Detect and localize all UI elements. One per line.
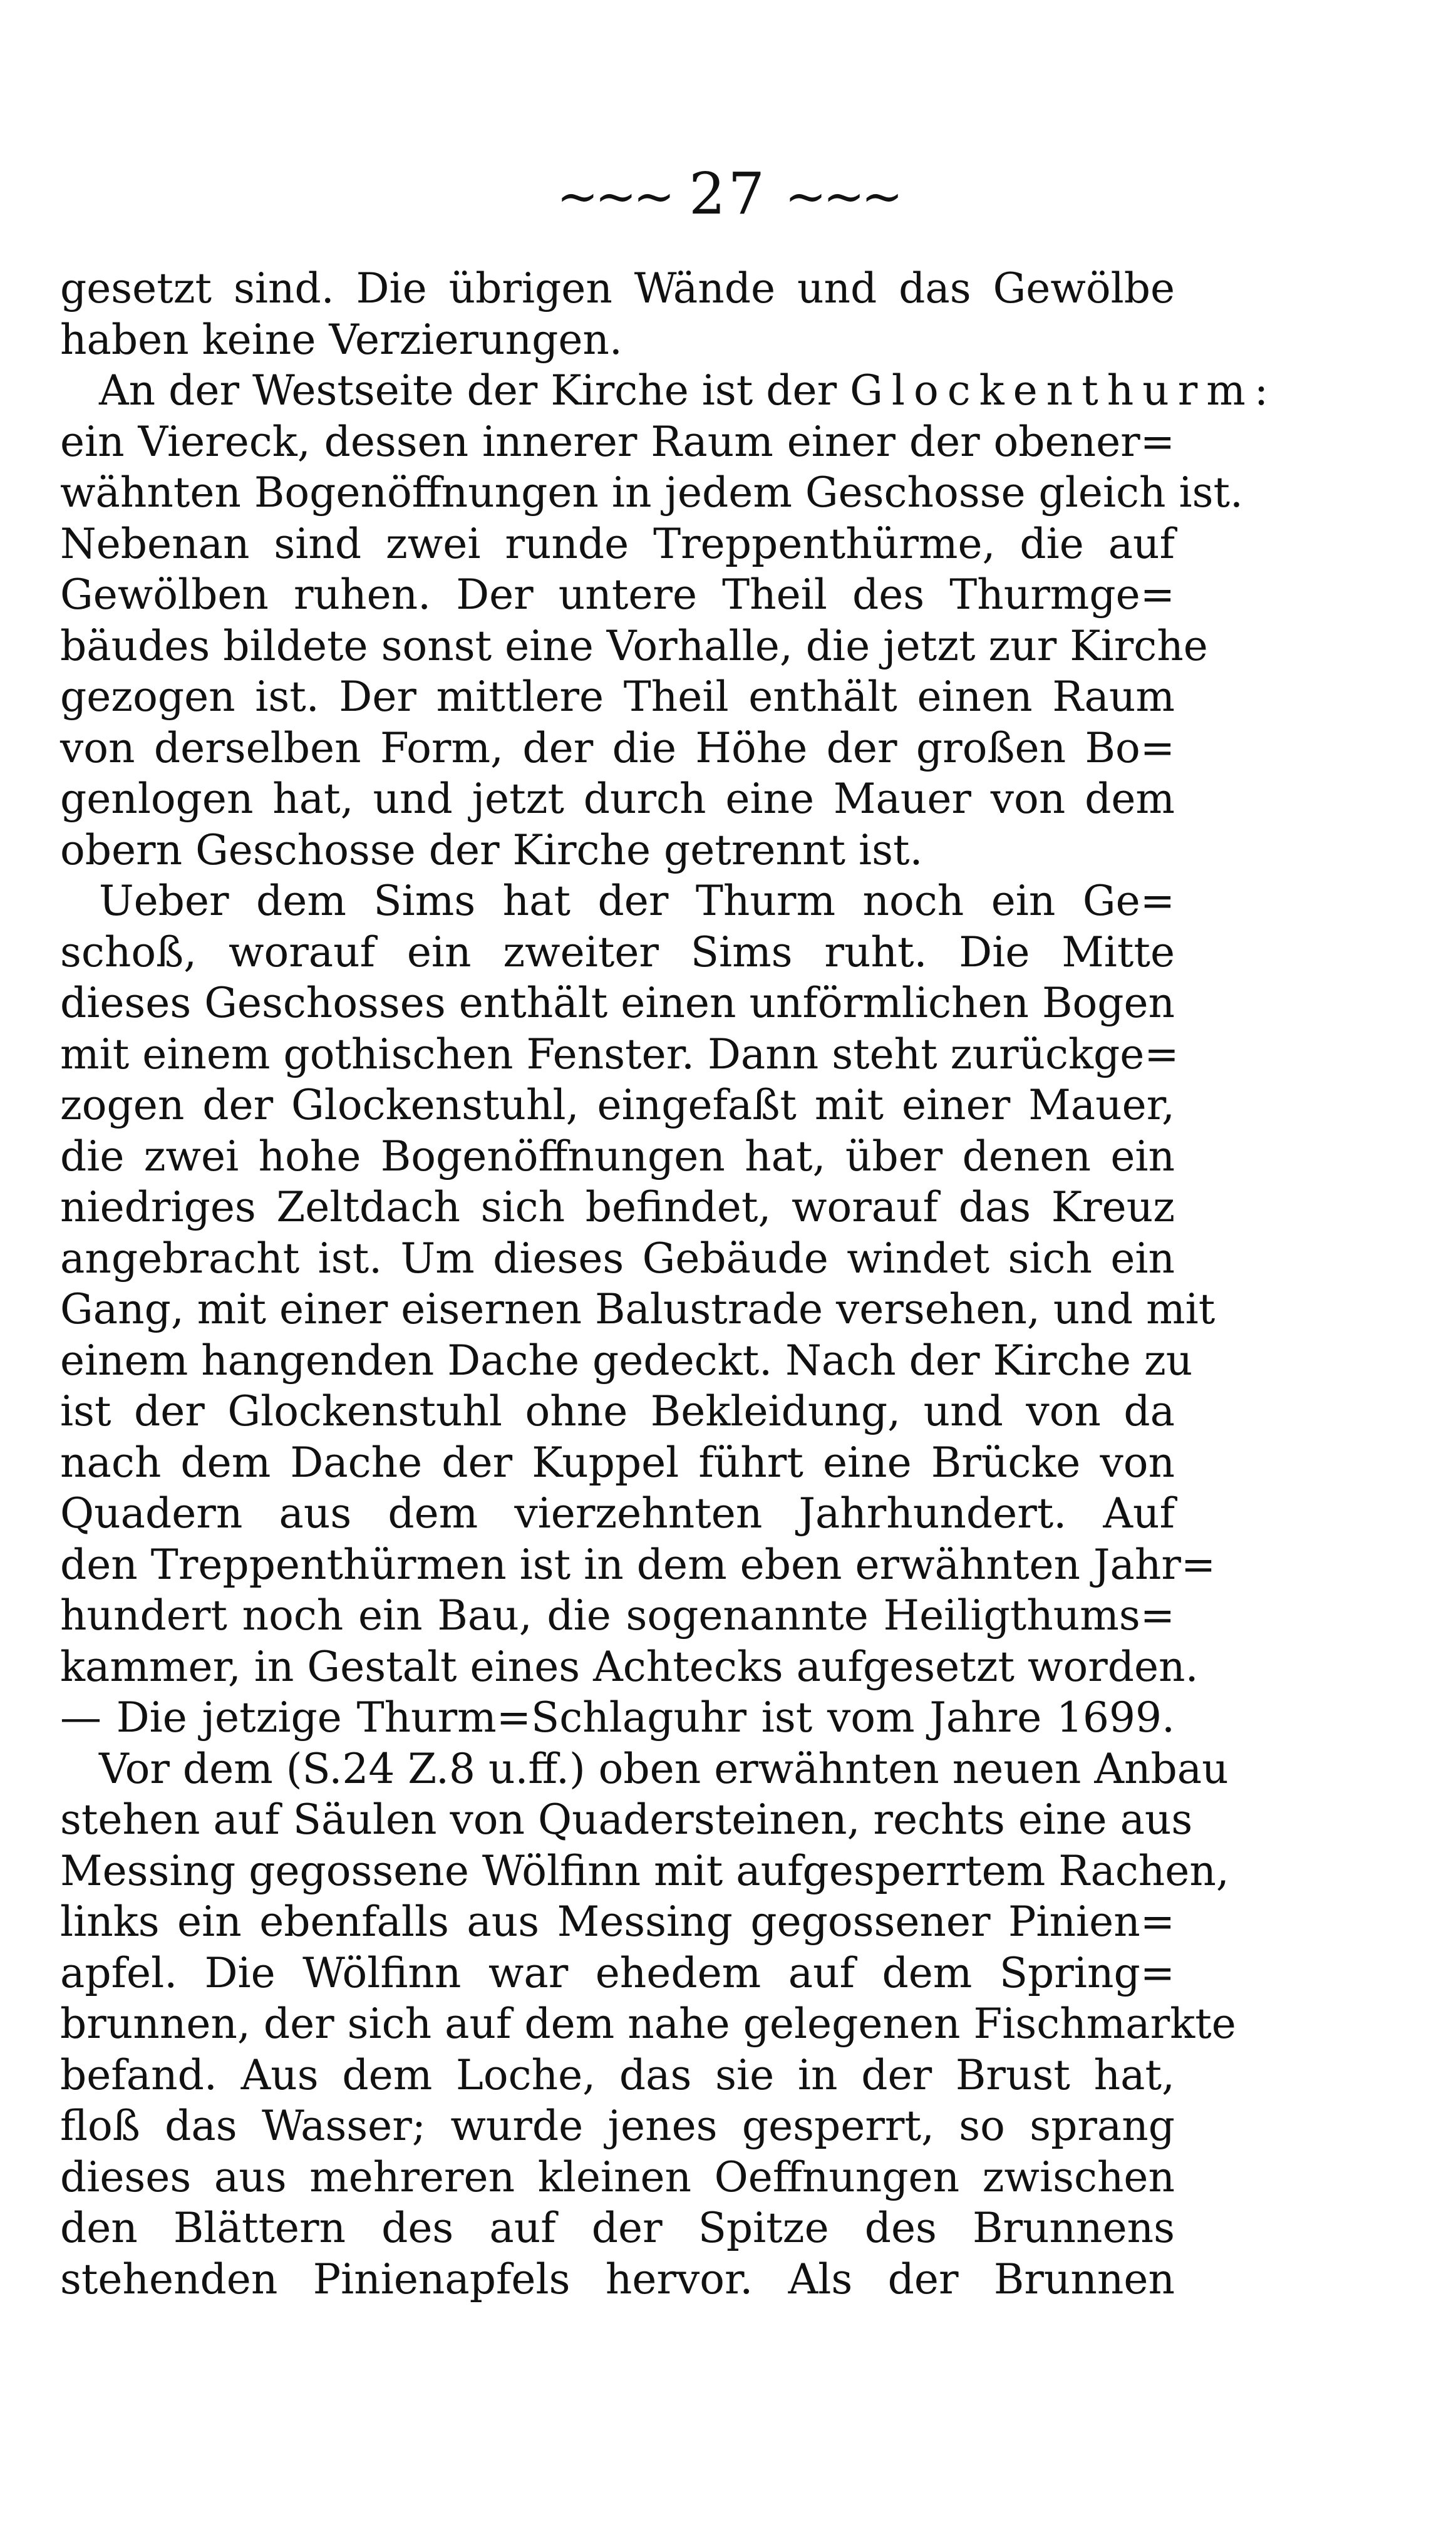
text-line: angebracht ist. Um dieses Gebäude windet sich ein bbox=[60, 1234, 1175, 1283]
text-line: ist der Glockenstuhl ohne Bekleidung, und von da bbox=[60, 1387, 1175, 1435]
text-line: kammer, in Gestalt eines Achtecks aufgesetzt worden. bbox=[60, 1642, 1199, 1691]
text-line: die zwei hohe Bogenöffnungen hat, über denen ein bbox=[60, 1132, 1175, 1181]
text-line: genlogen hat, und jetzt durch eine Mauer von dem bbox=[60, 775, 1175, 823]
text-line: zogen der Glockenstuhl, eingefaßt mit einer Mauer, bbox=[60, 1081, 1175, 1129]
body-text bbox=[60, 263, 1278, 2305]
text-line: — Die jetzige Thurm=Schlaguhr ist vom Jahre 1699. bbox=[60, 1693, 1175, 1742]
page-number: 27 bbox=[688, 160, 768, 227]
text-line: einem hangenden Dache gedeckt. Nach der Kirche zu bbox=[60, 1336, 1193, 1385]
text-line: links ein ebenfalls aus Messing gegossener Pinien= bbox=[60, 1898, 1175, 1946]
text-line: stehenden Pinienapfels hervor. Als der Brunnen bbox=[60, 2255, 1175, 2303]
ornament-left: ~~~ bbox=[556, 167, 671, 225]
text-line: niedriges Zeltdach sich befindet, worauf das Kreuz bbox=[60, 1183, 1175, 1231]
text-line-part: An der Westseite der Kirche ist der bbox=[99, 366, 837, 415]
text-line: stehen auf Säulen von Quadersteinen, rechts eine aus bbox=[60, 1796, 1193, 1844]
text-line: haben keine Verzierungen. bbox=[60, 315, 622, 364]
page-header bbox=[0, 160, 1456, 231]
text-line: Nebenan sind zwei runde Treppenthürme, die auf bbox=[60, 519, 1175, 568]
text-line: Messing gegossene Wölfinn mit aufgesperrtem Rachen, bbox=[60, 1846, 1229, 1895]
text-line: floß das Wasser; wurde jenes gesperrt, so sprang bbox=[60, 2102, 1175, 2150]
text-line: Ueber dem Sims hat der Thurm noch ein Ge= bbox=[99, 877, 1175, 925]
text-line bbox=[60, 365, 1278, 416]
text-line: gezogen ist. Der mittlere Theil enthält einen Raum bbox=[60, 673, 1175, 721]
text-line: den Treppenthürmen ist in dem eben erwähnten Jahr= bbox=[60, 1540, 1216, 1589]
text-line: obern Geschosse der Kirche getrennt ist. bbox=[60, 825, 923, 874]
text-line: dieses Geschosses enthält einen unförmlichen Bogen bbox=[60, 979, 1175, 1027]
text-line: ein Viereck, dessen innerer Raum einer der obener= bbox=[60, 417, 1175, 466]
text-line: apfel. Die Wölfinn war ehedem auf dem Spring= bbox=[60, 1948, 1175, 1997]
text-line: schoß, worauf ein zweiter Sims ruht. Die Mitte bbox=[60, 928, 1175, 976]
text-line: Quadern aus dem vierzehnten Jahrhundert. Auf bbox=[60, 1489, 1175, 1537]
text-line: bäudes bildete sonst eine Vorhalle, die jetzt zur Kirche bbox=[60, 621, 1208, 670]
text-line: den Blättern des auf der Spitze des Brunnens bbox=[60, 2204, 1175, 2252]
text-line: brunnen, der sich auf dem nahe gelegenen Fischmarkte bbox=[60, 2000, 1236, 2048]
text-line: nach dem Dache der Kuppel führt eine Brücke von bbox=[60, 1438, 1175, 1487]
text-line: wähnten Bogenöffnungen in jedem Geschosse gleich ist. bbox=[60, 468, 1243, 517]
emphasized-term: Glockenthurm: bbox=[850, 366, 1278, 415]
text-line: gesetzt sind. Die übrigen Wände und das Gewölbe bbox=[60, 264, 1175, 313]
text-line: von derselben Form, der die Höhe der großen Bo= bbox=[60, 723, 1175, 772]
text-line: dieses aus mehreren kleinen Oeffnungen zwischen bbox=[60, 2152, 1175, 2201]
text-line: Gewölben ruhen. Der untere Theil des Thurmge= bbox=[60, 571, 1175, 619]
text-line: befand. Aus dem Loche, das sie in der Brust hat, bbox=[60, 2050, 1175, 2099]
text-line: mit einem gothischen Fenster. Dann steht zurückge= bbox=[60, 1030, 1179, 1078]
text-line: hundert noch ein Bau, die sogenannte Heiligthums= bbox=[60, 1591, 1175, 1640]
text-line: Vor dem (S.24 Z.8 u.ff.) oben erwähnten neuen Anbau bbox=[99, 1744, 1229, 1793]
ornament-right: ~~~ bbox=[785, 167, 900, 225]
text-line: Gang, mit einer eisernen Balustrade versehen, und mit bbox=[60, 1285, 1216, 1333]
